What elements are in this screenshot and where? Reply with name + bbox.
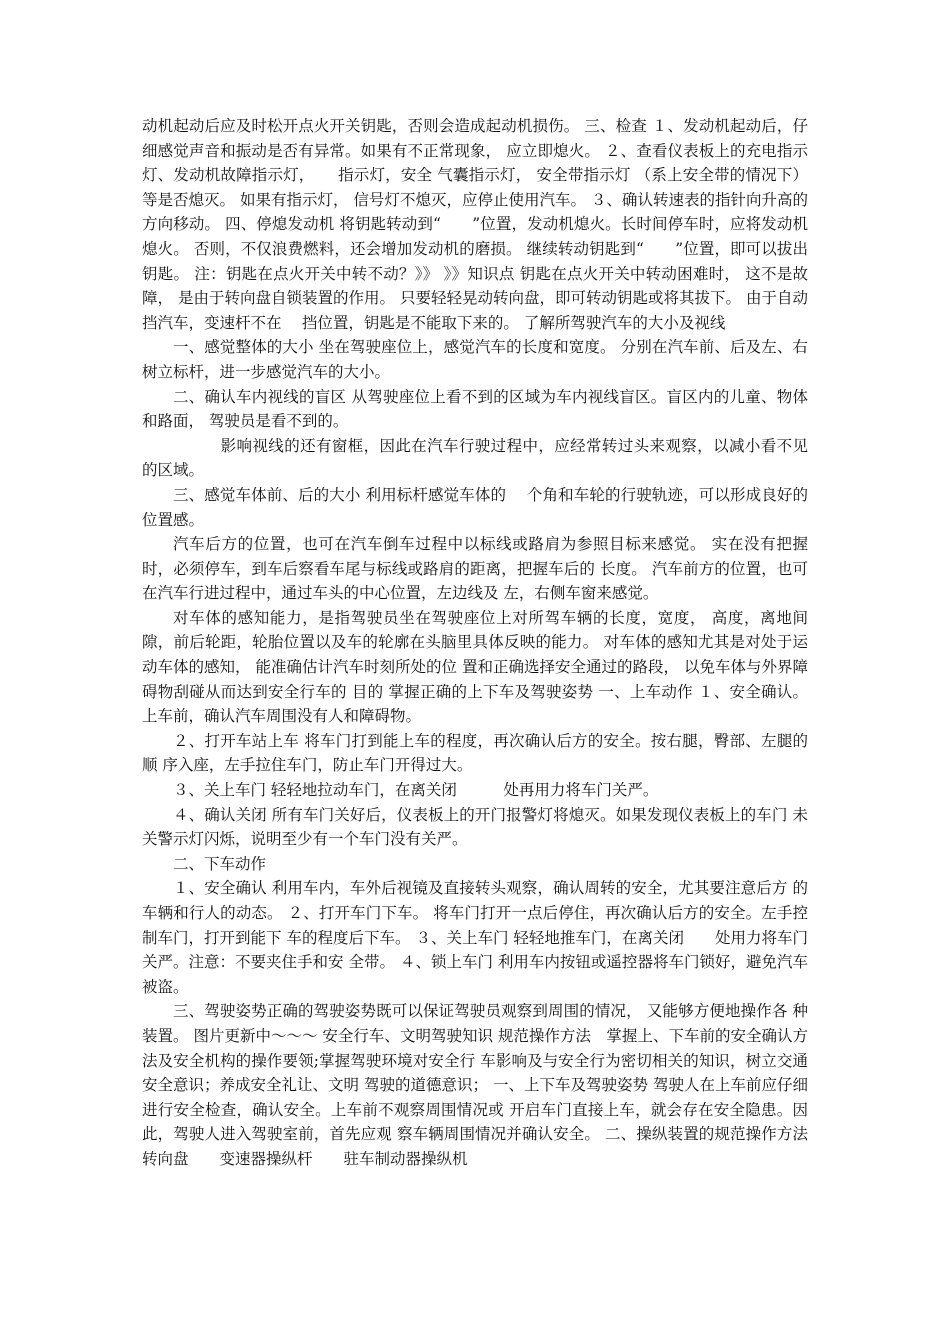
paragraph-front-rear-size: 三、感觉车体前、后的大小 利用标杆感觉车体的 个角和车轮的行驶轨迹，可以形成良好的位置感。 — [142, 485, 808, 529]
paragraph-overall-size: 一、感觉整体的大小 坐在驾驶座位上，感觉汽车的长度和宽度。 分别在汽车前、后及左、右树立标杆，进一步感觉汽车的大小。 — [142, 338, 808, 381]
paragraph-engine-start-check-shutdown: 动机起动后应及时松开点火开关钥匙，否则会造成起动机损伤。 三、检查 １、发动机起动后，仔细感觉声音和振动是否有异常。如果有不正常现象， 应立即熄火。 ２、查看仪表板上的充电指示灯、发动机故障指示灯， 指示灯，安全 气囊指示灯， 安全带指示灯 （系上安全带的情况下） 等是否熄灭。 如果有指示灯， 信号灯不熄灭，应停止使用汽车。 ３、确认转速表的指针向升高的方向移动。 四、停熄发动机 将钥匙转动到“ ”位置，发动机熄火。长时间停车时，应将发动机熄火。 否则，不仅浪费燃料，还会增加发动机的磨损。 继续转动钥匙到“ ”位置，即可以拔出钥匙。 注：钥匙在点火开关中转不动？》》 》》知识点 钥匙在点火开关中转动困难时， 这不是故障， 是由于转向盘自锁装置的作用。 只要轻轻晃动转向盘，即可转动钥匙或将其拔下。 由于自动挡汽车，变速杆不在 挡位置，钥匙是不能取下来的。 了解所驾驶汽车的大小及视线 — [142, 117, 808, 332]
paragraph-driving-posture: 三、驾驶姿势正确的驾驶姿势既可以保证驾驶员观察到周围的情况， 又能够方便地操作各 种装置。 图片更新中～～～ 安全行车、文明驾驶知识 规范操作方法 掌握上、下车前的安全确认方法及安全机构的操作要领;掌握驾驶环境对安全行 车影响及与安全行为密切相关的知识，树立交通安全意识；养成安全礼让、文明 驾驶的道德意识； 一、上下车及驾驶姿势 驾驶人在上车前应仔细进行安全检查，确认安全。上车前不观察周围情况或 开启车门直接上车，就会存在安全隐患。因此，驾驶人进入驾驶室前，首先应观 察车辆周围情况并确认安全。 二、操纵装置的规范操作方法 转向盘 变速器操纵杆 驻车制动器操纵机 — [142, 1002, 840, 1168]
paragraph-confirm-closed: ４、确认关闭 所有车门关好后，仪表板上的开门报警灯将熄灭。如果发现仪表板上的车门 未关警示灯闪烁，说明至少有一个车门没有关严。 — [142, 805, 808, 849]
paragraph-window-frame: 影响视线的还有窗框，因此在汽车行驶过程中，应经常转过头来观察，以减小看不见的区域。 — [142, 436, 808, 480]
paragraph-close-door: ３、关上车门 轻轻地拉动车门，在离关闭 处再用力将车门关严。 — [173, 781, 659, 800]
paragraph-rear-position: 汽车后方的位置，也可在汽车倒车过程中以标线或路肩为参照目标来感觉。 实在没有把握时，必须停车，到车后察看车尾与标线或路肩的距离，把握车后的 长度。 汽车前方的位置，也可在汽车行进过程中，通过车头的中心位置，左边线及 左，右侧车窗来感觉。 — [142, 535, 808, 603]
paragraph-open-door: ２、打开车站上车 将车门打到能上车的程度，再次确认后方的安全。按右腿，臀部、左腿的顺 序入座，左手拉住车门，防止车门开得过大。 — [142, 731, 808, 775]
paragraph-getting-off-steps: １、安全确认 利用车内，车外后视镜及直接转头观察，确认周转的安全，尤其要注意后方 的车辆和行人的动态。 ２、打开车门下车。 将车门打开一点后停住，再次确认后方的安全。左手控制车门，打开到能下 车的程度后下车。 ３、关上车门 轻轻地推车门，在离关闭 处用力将车门关严。注意：不要夹住手和安 全带。 ４、锁上车门 利用车内按钮或遥控器将车门锁好，避免汽车被盗。 — [142, 879, 808, 996]
paragraph-blind-zone: 二、确认车内视线的盲区 从驾驶座位上看不到的区域为车内视线盲区。盲区内的儿童、物体和路面， 驾驶员是看不到的。 — [142, 387, 808, 431]
document-page — [142, 114, 840, 1172]
paragraph-body-perception: 对车体的感知能力，是指驾驶员坐在驾驶座位上对所驾车辆的长度，宽度， 高度，离地间隙，前后轮距，轮胎位置以及车的轮廓在头脑里具体反映的能力。 对车体的感知尤其是对处于运动车体的感知， 能准确估计汽车时刻所处的位 置和正确选择安全通过的路段， 以免车体与外界障碍物刮碰从而达到安全行车的 目的 掌握正确的上下车及驾驶姿势 一、上车动作 １、安全确认。 上车前，确认汽车周围没有人和障碍物。 — [142, 608, 808, 726]
heading-getting-off: 二、下车动作 — [173, 854, 267, 873]
